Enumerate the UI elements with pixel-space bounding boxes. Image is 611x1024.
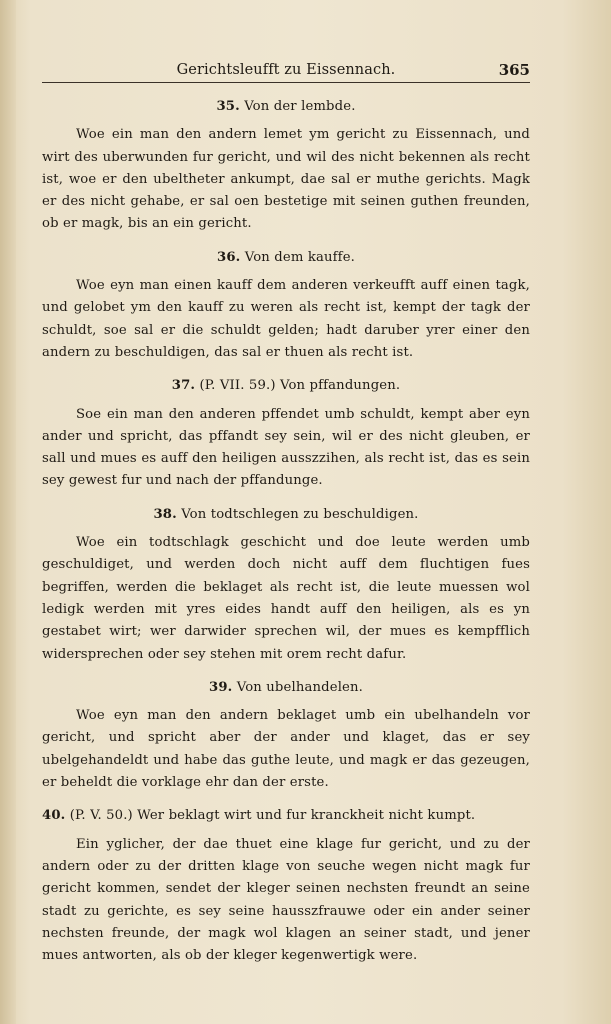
page-body xyxy=(42,96,530,978)
section-38-text: Woe ein todtschlagk geschicht und doe leute werden umb geschuldiget, und werden doch nicht auff dem fluchtigen fues begriffen, werden die beklaget als recht ist, die leute muessen wol ledigk werden mit yres eides handt auff den heiligen, als es yn gestabet wirt; wer darwider sprechen wil, der mues es kempfflich widersprechen oder sey stehen mit orem recht dafur. xyxy=(42,535,530,662)
section-number: 36. xyxy=(217,249,241,265)
section-40-title xyxy=(42,805,530,827)
section-number: 35. xyxy=(216,99,240,114)
section-heading: (P. VII. 59.) Von pffandungen. xyxy=(199,378,401,394)
section-36-title xyxy=(42,247,530,269)
section-heading: (P. V. 50.) Wer beklagt wirt und fur kranckheit nicht kumpt. xyxy=(69,808,476,824)
section-heading: Von todtschlegen zu beschuldigen. xyxy=(181,506,419,522)
header-rule xyxy=(42,82,530,83)
page-header xyxy=(42,60,530,80)
section-number: 39. xyxy=(209,679,233,695)
binding-gutter xyxy=(0,0,16,1024)
section-38-title xyxy=(42,504,530,526)
section-number: 37. xyxy=(171,378,196,394)
section-heading: Von der lembde. xyxy=(244,99,356,114)
section-39-text: Woe eyn man den andern beklaget umb ein ubelhandeln vor gericht, und spricht aber der ander und klaget, das er sey ubelgehandeldt und habe das guthe leute, und magk er das gezeugen, er beheldt die vorklage ehr dan der erste. xyxy=(42,708,530,791)
running-title: Gerichtsleufft zu Eissennach. xyxy=(176,62,396,78)
section-35-text: Woe ein man den andern lemet ym gericht zu Eissennach, und wirt des uberwunden fur gericht, und wil des nicht bekennen als recht ist, woe er den ubeltheter ankumpt, dae sal er muthe gerichts. Magk er des nicht gehabe, er sal oen bestetige mit seinen guthen freunden, ob er magk, bis an ein gericht. xyxy=(42,127,530,232)
section-37-title xyxy=(42,375,530,397)
section-heading: Von dem kauffe. xyxy=(244,249,355,265)
section-heading: Von ubelhandelen. xyxy=(236,679,363,695)
section-37-text: Soe ein man den anderen pffendet umb schuldt, kempt aber eyn ander und spricht, das pffandt sey sein, wil er des nicht gleuben, er sall und mues es auff den heiligen ausszzihen, als recht ist, das es sein sey gewest fur und nach der pffandunge. xyxy=(42,406,530,489)
section-35-title xyxy=(42,96,530,118)
section-36-text: Woe eyn man einen kauff dem anderen verkeufft auff einen tagk, und gelobet ym den kauff zu weren als recht ist, kempt der tagk der schuldt, soe sal er die schuldt gelden; hadt daruber yrer einer den andern zu beschuldigen, das sal er thuen als recht ist. xyxy=(42,278,530,360)
section-number: 38. xyxy=(153,506,177,522)
section-39-title xyxy=(42,677,530,699)
page-number: 365 xyxy=(498,61,530,79)
section-number: 40. xyxy=(42,808,66,824)
section-40-text: Ein yglicher, der dae thuet eine klage fur gericht, und zu der andern oder zu der dritten klage von seuche wegen nicht magk fur gericht kommen, sendet der kleger seinen nechsten freundt an seine stadt zu gerichte, es sey seine hausszfrauwe oder ein ander seiner nechsten freunde, der magk wol klagen an seiner stadt, und jener mues antworten, als ob der kleger kegenwertigk were. xyxy=(42,836,530,964)
